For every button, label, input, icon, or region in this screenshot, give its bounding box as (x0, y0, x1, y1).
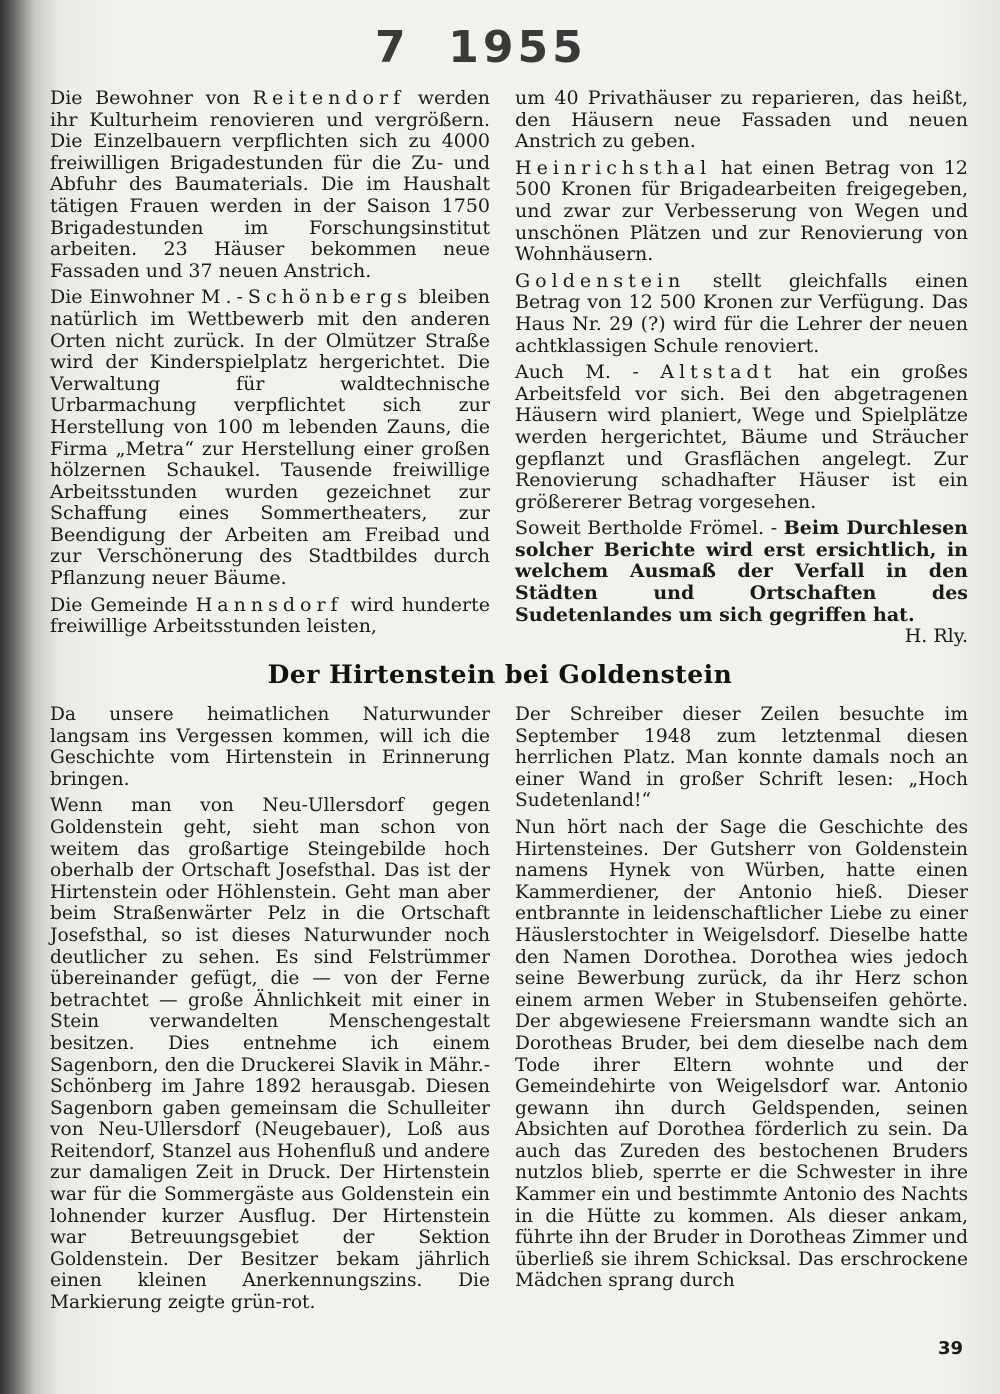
article1-paragraph: Auch M. - Altstadt hat ein großes Arbeitsfeld vor sich. Bei den abgetragenen Häusern wird planiert, Wege und Spielplätze werden hergerichtet, Bäume und Sträucher gepflanzt und Grasflächen angelegt. Zur Renovierung schadhafter Häuser ist ein größererer Betrag vorgesehen. (515, 361, 969, 513)
article2-paragraph: Wenn man von Neu-Ullersdorf gegen Goldenstein geht, sieht man schon von weitem das großartige Steingebilde hoch oberhalb der Ortschaft Josefsthal. Das ist der Hirtenstein oder Höhlenstein. Geht man aber beim Straßenwärter Pelz in die Ortschaft Josefsthal, so ist dieses Naturwunder noch deutlicher zu sehen. Es sind Felstrümmer übereinander gefügt, die — von der Ferne betrachtet — große Ähnlichkeit mit einer in Stein verwandelten Menschengestalt besitzen. Dies entnehme ich einem Sagenborn, den die Druckerei Slavik in Mähr.-Schönberg im Jahre 1892 herausgab. Diesen Sagenborn gaben gemeinsam die Schulleiter von Neu-Ullersdorf (Neugebauer), Loß aus Reitendorf, Stanzel aus Hohenfluß und andere zur damaligen Zeit in Druck. Der Hirtenstein war für die Sommergäste aus Goldenstein ein lohnender kurzer Ausflug. Der Hirtenstein war Betreuungsgebiet der Sektion Goldenstein. Der Besitzer bekam jährlich einen kleinen Anerkennungszins. Die Markierung zeigte grün-rot. (50, 795, 490, 1314)
place-name: Heinrichsthal (515, 156, 712, 179)
article2-column-right (515, 704, 968, 1297)
place-name: M.-Schönbergs (201, 286, 412, 309)
author-signature: H. Rly. (904, 625, 968, 648)
article1-column-right (515, 88, 968, 648)
article2-column-left (50, 704, 490, 1319)
closing-remark: Beim Durchlesen solcher Berichte wird erst ersichtlich, in welchem Ausmaß der Verfall in den Städten und Ortschaften des Sudetenlandes um sich gegriffen hat. (515, 517, 968, 626)
article2-paragraph: Da unsere heimatlichen Naturwunder langsam ins Vergessen kommen, will ich die Geschichte vom Hirtenstein in Erinnerung bringen. (50, 704, 490, 790)
place-name: Reitendorf (252, 87, 406, 109)
article1-paragraph: Die Gemeinde Hannsdorf wird hunderte freiwillige Arbeitsstunden leisten, (50, 593, 490, 638)
page-number: 39 (938, 1338, 964, 1359)
issue-number: 7 1955 (375, 22, 587, 73)
place-name: Goldenstein (515, 269, 686, 292)
article2-paragraph: Der Schreiber dieser Zeilen besuchte im September 1948 zum letztenmal diesen herrlichen Platz. Man konnte damals noch an einer Wand in großer Schrift lesen: „Hoch Sudetenland!“ (515, 704, 968, 812)
article1-paragraph: Die Einwohner M.-Schönbergs bleiben natürlich im Wettbewerb mit den anderen Orten nicht zurück. In der Olmützer Straße wird der Kinderspielplatz hergerichtet. Die Verwaltung für waldtechnische Urbarmachung verpflichtet sich zur Herstellung von 100 m lebenden Zauns, die Firma „Metra“ zur Herstellung einer großen hölzernen Schaukel. Tausende freiwillige Arbeitsstunden wurden gezeichnet zur Schaffung eines Sommertheaters, zur Beendigung der Arbeiten am Freibad und zur Verschönerung des Stadtbildes durch Pflanzung neuer Bäume. (50, 286, 490, 590)
article1-closing-paragraph: Soweit Bertholde Frömel. - Beim Durchlesen solcher Berichte wird erst ersichtlich, in welchem Ausmaß der Verfall in den Städten und Ortschaften des Sudetenlandes um sich gegriffen hat. H. Rly. (515, 517, 968, 648)
article1-paragraph: Goldenstein stellt gleichfalls einen Betrag von 12 500 Kronen zur Verfügung. Das Haus Nr. 29 (?) wird für die Lehrer der neuen achtklassigen Schule renoviert. (515, 269, 968, 357)
place-name: Hannsdorf (195, 593, 343, 616)
article1-paragraph: Heinrichsthal hat einen Betrag von 12 500 Kronen für Brigadearbeiten freigegeben, und zwar zur Verbesserung von Wegen und unschönen Plätzen und zur Renovierung von Wohnhäusern. (515, 156, 968, 266)
article1-column-left (50, 88, 490, 643)
place-name: Altstadt (660, 361, 777, 384)
article2-paragraph: Nun hört nach der Sage die Geschichte des Hirtensteines. Der Gutsherr von Goldenstein namens Hynek von Würben, hatte einen Kammerdiener, der Antonio hieß. Dieser entbrannte in leidenschaftlicher Liebe zu einer Häuslerstochter in Weigelsdorf. Dieselbe hatte den Namen Dorothea. Dorothea wies jedoch seine Bewerbung zurück, da ihr Herz schon einem armen Weber in Stubenseifen gehörte. Der abgewiesene Freiersmann wandte sich an Dorotheas Bruder, bei dem dieselbe nach dem Tode ihrer Eltern wohnte und der Gemeindehirte von Weigelsdorf war. Antonio gewann ihn durch Geldspenden, seinen Absichten auf Dorothea förderlich zu sein. Da auch das Zureden des bestochenen Bruders nutzlos blieb, sperrte er die Schwester in ihre Kammer ein und bestimmte Antonio des Nachts in die Hütte zu kommen. Als dieser ankam, führte ihn der Bruder in Dorotheas Zimmer und überließ sie ihrem Schicksal. Das erschrockene Mädchen sprang durch (515, 816, 968, 1292)
article1-paragraph: um 40 Privathäuser zu reparieren, das heißt, den Häusern neue Fassaden und neuen Anstrich zu geben. (515, 87, 968, 153)
article2-title: Der Hirtenstein bei Goldenstein (267, 660, 733, 689)
article1-paragraph: Die Bewohner von Reitendorf werden ihr Kulturheim renovieren und vergrößern. Die Einzelbauern verpflichten sich zu 4000 freiwilligen Brigadestunden für die Zu- und Abfuhr des Baumaterials. Die im Haushalt tätigen Frauen werden in der Saison 1750 Brigadestunden im Forschungsinstitut arbeiten. 23 Häuser bekommen neue Fassaden und 37 neuen Anstrich. (50, 87, 490, 282)
